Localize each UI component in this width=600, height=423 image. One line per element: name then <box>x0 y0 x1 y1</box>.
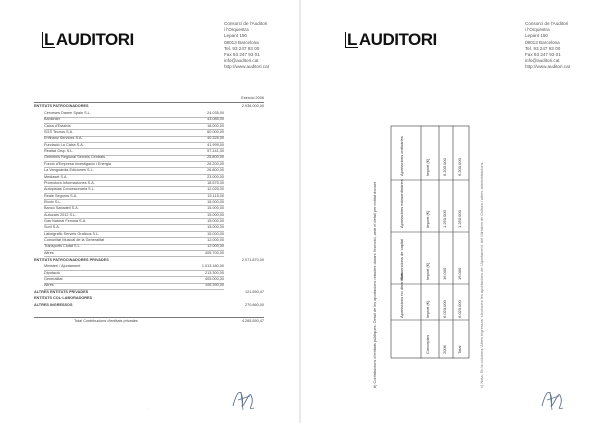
grand-total-row: Total Contribucions d'entitats privades 4.265.550,47 <box>74 318 264 323</box>
table-row: Cerveses Damm Spain S.L. 24.035,00 <box>34 111 264 118</box>
logo: L AUDITORI <box>44 30 134 49</box>
section-row: ALTRES ENTITATS PRIVADES 121.550,47 <box>34 289 264 294</box>
table-row: SGS Tecnos S.A. 60.000,00 <box>34 130 264 137</box>
table-cell: 6.200.000 <box>457 158 462 176</box>
section-row: ENTITATS PATROCINADORES 2.036.000,00 <box>34 104 264 108</box>
table-row: Altres 405.700,00 <box>34 251 264 258</box>
total-rule <box>34 317 264 318</box>
table-row: Labelgrafic Serveis Graficos S.L. 15.000,00 <box>34 232 264 239</box>
table-row: Ebolo S.L. 15.000,00 <box>34 200 264 207</box>
header-rule <box>34 102 264 103</box>
contact-block: Consorci de l'Auditori i l'Orquestra Lepant 150 08013 Barcelona Tel. 93 247 93 00 Fax 93 247 93 01 info@auditori.cat http://www.auditori.cat <box>525 21 570 70</box>
document-page-right <box>301 0 600 423</box>
table-row: Fundació La Caixa S.A. 41.999,00 <box>34 143 264 150</box>
table-cell: 6.020.000 <box>457 300 462 318</box>
table-row: Caixa d'Estalvis 18.000,00 <box>34 124 264 131</box>
page-number-mark: · <box>148 406 150 411</box>
table-row-label: Conceptes <box>425 334 430 354</box>
table-row: Autopistas Concesionaria S.L. 12.025,00 <box>34 187 264 194</box>
table-row: Banco Sabadell S.A. 15.000,00 <box>34 206 264 213</box>
table-row: Gemeinis Regional Serveis Centrals 25.800,00 <box>34 155 264 162</box>
table-row: Mediaset S.A. 23.000,00 <box>34 175 264 182</box>
table-cell: Import (€) <box>425 300 430 318</box>
signature-icon <box>228 384 258 414</box>
table-header: Aportacions extraordinàries <box>399 179 404 228</box>
table-cell: 6.020.000 <box>442 300 447 318</box>
table-row: Ministeri / Ajuntament 1.013.180,00 <box>34 264 264 271</box>
table-row: Generalitat 405.000,00 <box>34 277 264 284</box>
table-cell: 16.000 <box>457 267 462 280</box>
column-header-row: Exercici 2006 <box>241 96 264 100</box>
table-row: Enfinanz Services S.A. 40.325,00 <box>34 136 264 143</box>
document-page-left <box>0 0 299 423</box>
table-cell: 1.250.000 <box>457 210 462 228</box>
table-row-label: 2006 <box>442 345 447 354</box>
table-row: Fondo d'Empresa Investigació i Energia 26.200,00 <box>34 162 264 169</box>
table-cell: 1.250.000 <box>442 210 447 228</box>
table-row: Realtat Grup S.L. 57.141,00 <box>34 149 264 156</box>
table-header: Aportacions no dineràries <box>399 272 404 318</box>
table-row: Sorli S.A. 15.000,00 <box>34 225 264 232</box>
note-bottom: c) Nota: En la columna 'Altres ingressos' s'inclouen les aportacions de l'Ajuntament, del Ministeri de Cultura i altres administracions. <box>479 161 484 388</box>
table-cell: 6.200.000 <box>442 158 447 176</box>
rotated-table <box>389 124 471 360</box>
table-cell: Import (€) <box>425 158 430 176</box>
table-row: Comunitat Musical de la Generalitat 12.000,00 <box>34 238 264 245</box>
table-row: Transports Ciutat S.L. 12.000,00 <box>34 244 264 251</box>
table-cell: Import (€) <box>425 262 430 280</box>
table-cell: Import (€) <box>425 210 430 228</box>
section-row: ALTRES INGRESSOS 270.860,00 <box>34 302 264 307</box>
section-row: ENTITATS PATROCINADORES PRIVADES 2.071.870,00 <box>34 258 264 263</box>
table-row: Gas Natural Fenosa S.A. 15.000,00 <box>34 219 264 226</box>
logo: L AUDITORI <box>347 30 437 49</box>
table-cell: 16.000 <box>442 267 447 280</box>
table-row-label: Total <box>457 345 462 354</box>
table-row: Reale Seguros S.A. 15.115,00 <box>34 194 264 201</box>
note-top: b) Contribucions d'entitats públiques: Detall de les aportacions rebudes durant l'exercici, amb el detall per entitat donant <box>372 181 377 388</box>
table-row: La Vanguardia Ediciones S.L. 26.800,00 <box>34 168 264 175</box>
table-row: Autocars 2012 S.L. 15.000,00 <box>34 213 264 220</box>
table-row: Diputació 213.300,00 <box>34 271 264 278</box>
section-row: ENTITATS COL·LABORADORES <box>34 296 93 301</box>
table-row: Promotora Informaciones S.A. 18.575,00 <box>34 181 264 188</box>
table-header: Subvencions de capital <box>399 238 404 280</box>
signature-icon <box>537 384 567 414</box>
table-header: Aportacions ordinàries <box>399 136 404 176</box>
table-row: Bankinter 43.085,00 <box>34 117 264 124</box>
contact-block: Consorci de l'Auditori i l'Orquestra Lepant 150 08013 Barcelona Tel. 93 247 93 00 Fax 93 247 93 01 info@auditori.cat http://www.auditori.cat <box>224 21 269 70</box>
table-row: Altres 106.390,00 <box>34 283 264 290</box>
